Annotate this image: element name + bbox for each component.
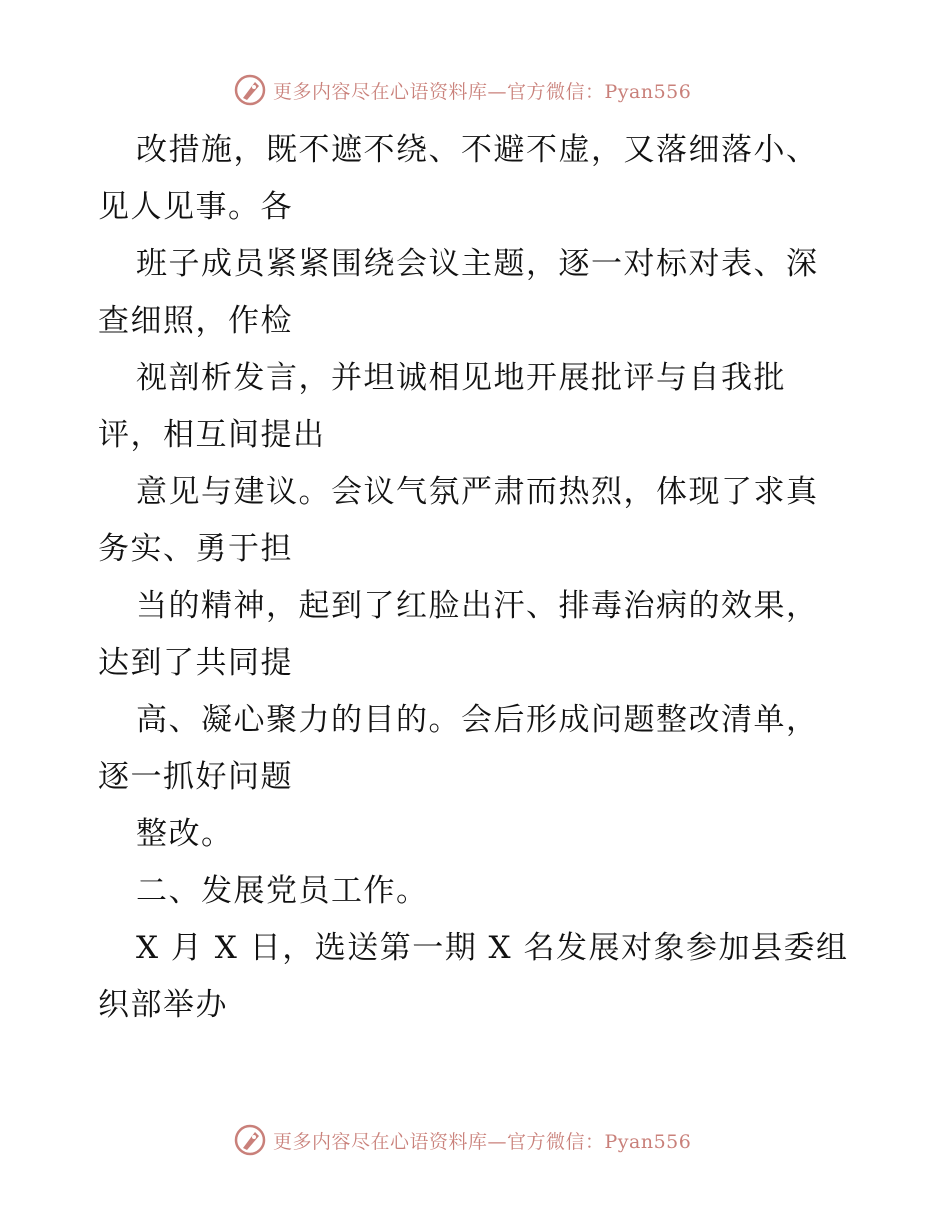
text-line: 改措施，既不遮不绕、不避不虚，又落细落小、: [136, 132, 819, 168]
text-line: 评，相互间提出: [98, 417, 326, 453]
text-line: 达到了共同提: [98, 645, 293, 681]
watermark-text: 更多内容尽在心语资料库—官方微信：Pyan556: [273, 1130, 692, 1153]
text-line: X 月 X 日，选送第一期 X 名发展对象参加县委组: [136, 930, 849, 966]
text-line: 视剖析发言，并坦诚相见地开展批评与自我批: [136, 360, 786, 396]
footer-watermark: [233, 1122, 713, 1158]
text-line: 查细照，作检: [98, 303, 293, 339]
text-line: 班子成员紧紧围绕会议主题，逐一对标对表、深: [136, 246, 819, 282]
text-line: 整改。: [136, 816, 234, 852]
text-line: 见人见事。各: [98, 189, 293, 225]
pen-nib-logo-icon: [233, 1123, 267, 1157]
section-heading: 二、发展党员工作。: [136, 873, 429, 909]
text-line: 逐一抓好问题: [98, 759, 293, 795]
document-body: [98, 122, 878, 1034]
header-watermark: [233, 72, 713, 108]
text-line: 高、凝心聚力的目的。会后形成问题整改清单，: [136, 702, 819, 738]
text-line: 织部举办: [98, 987, 228, 1023]
pen-nib-logo-icon: [233, 73, 267, 107]
watermark-text: 更多内容尽在心语资料库—官方微信：Pyan556: [273, 80, 692, 103]
text-line: 当的精神，起到了红脸出汗、排毒治病的效果，: [136, 588, 819, 624]
text-line: 意见与建议。会议气氛严肃而热烈，体现了求真: [136, 474, 819, 510]
text-line: 务实、勇于担: [98, 531, 293, 567]
